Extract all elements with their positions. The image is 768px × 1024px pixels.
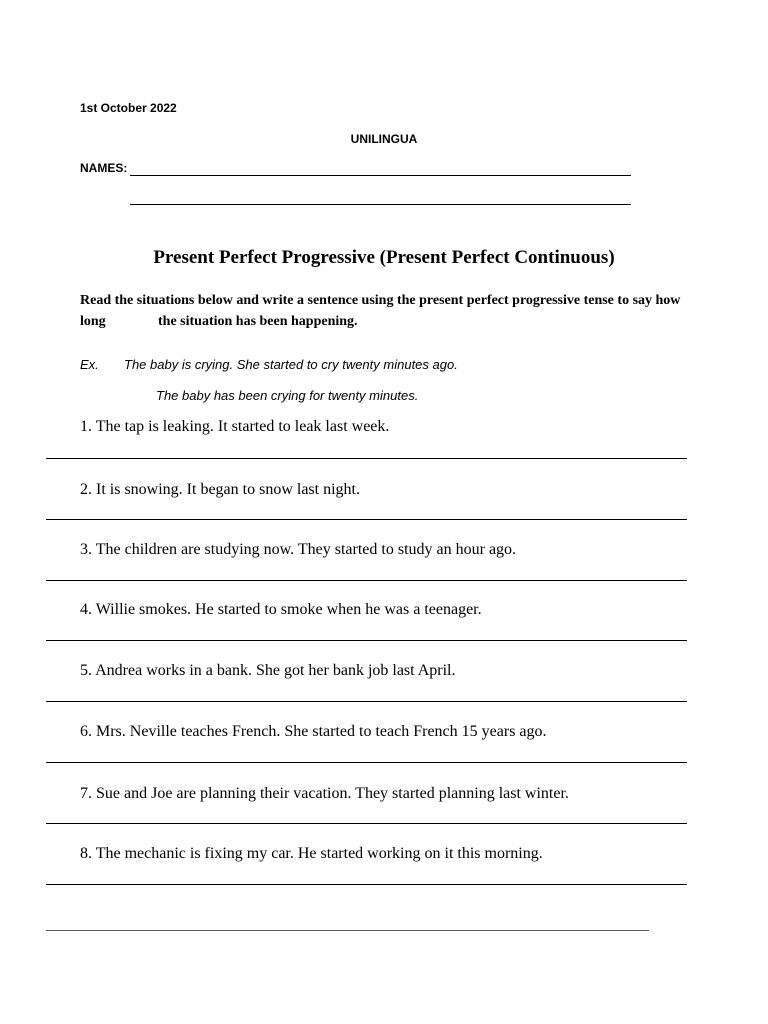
date: 1st October 2022 xyxy=(80,101,177,115)
answer-line-3[interactable] xyxy=(46,580,687,581)
answer-line-1[interactable] xyxy=(46,458,687,459)
question-3: 3. The children are studying now. They started to study an hour ago. xyxy=(80,541,517,558)
names-answer-line[interactable] xyxy=(130,204,631,205)
example-prompt: The baby is crying. She started to cry twenty minutes ago. xyxy=(124,357,458,372)
example-label: Ex. xyxy=(80,357,99,372)
answer-line-2[interactable] xyxy=(46,519,687,520)
question-1: 1. The tap is leaking. It started to leak last week. xyxy=(80,418,390,435)
question-7: 7. Sue and Joe are planning their vacation. They started planning last winter. xyxy=(80,785,569,802)
extra-answer-line[interactable] xyxy=(46,930,649,931)
instructions-line: the situation has been happening. xyxy=(158,314,358,329)
answer-line-7[interactable] xyxy=(46,823,687,824)
answer-line-6[interactable] xyxy=(46,762,687,763)
question-4: 4. Willie smokes. He started to smoke when he was a teenager. xyxy=(80,601,482,618)
answer-line-4[interactable] xyxy=(46,640,687,641)
instructions-line: Read the situations below and write a sentence using the present perfect progressive tense to say how xyxy=(80,293,681,308)
names-label: NAMES: xyxy=(80,161,128,175)
example-answer: The baby has been crying for twenty minutes. xyxy=(156,388,419,403)
organization-name: UNILINGUA xyxy=(350,132,418,146)
question-5: 5. Andrea works in a bank. She got her bank job last April. xyxy=(80,662,456,679)
question-6: 6. Mrs. Neville teaches French. She started to teach French 15 years ago. xyxy=(80,723,547,740)
answer-line-8[interactable] xyxy=(46,884,687,885)
names-answer-line[interactable] xyxy=(130,175,631,176)
worksheet-title: Present Perfect Progressive (Present Perfect Continuous) xyxy=(153,247,615,268)
answer-line-5[interactable] xyxy=(46,701,687,702)
instructions-line: long xyxy=(80,314,106,329)
question-2: 2. It is snowing. It began to snow last night. xyxy=(80,481,360,498)
question-8: 8. The mechanic is fixing my car. He started working on it this morning. xyxy=(80,845,543,862)
